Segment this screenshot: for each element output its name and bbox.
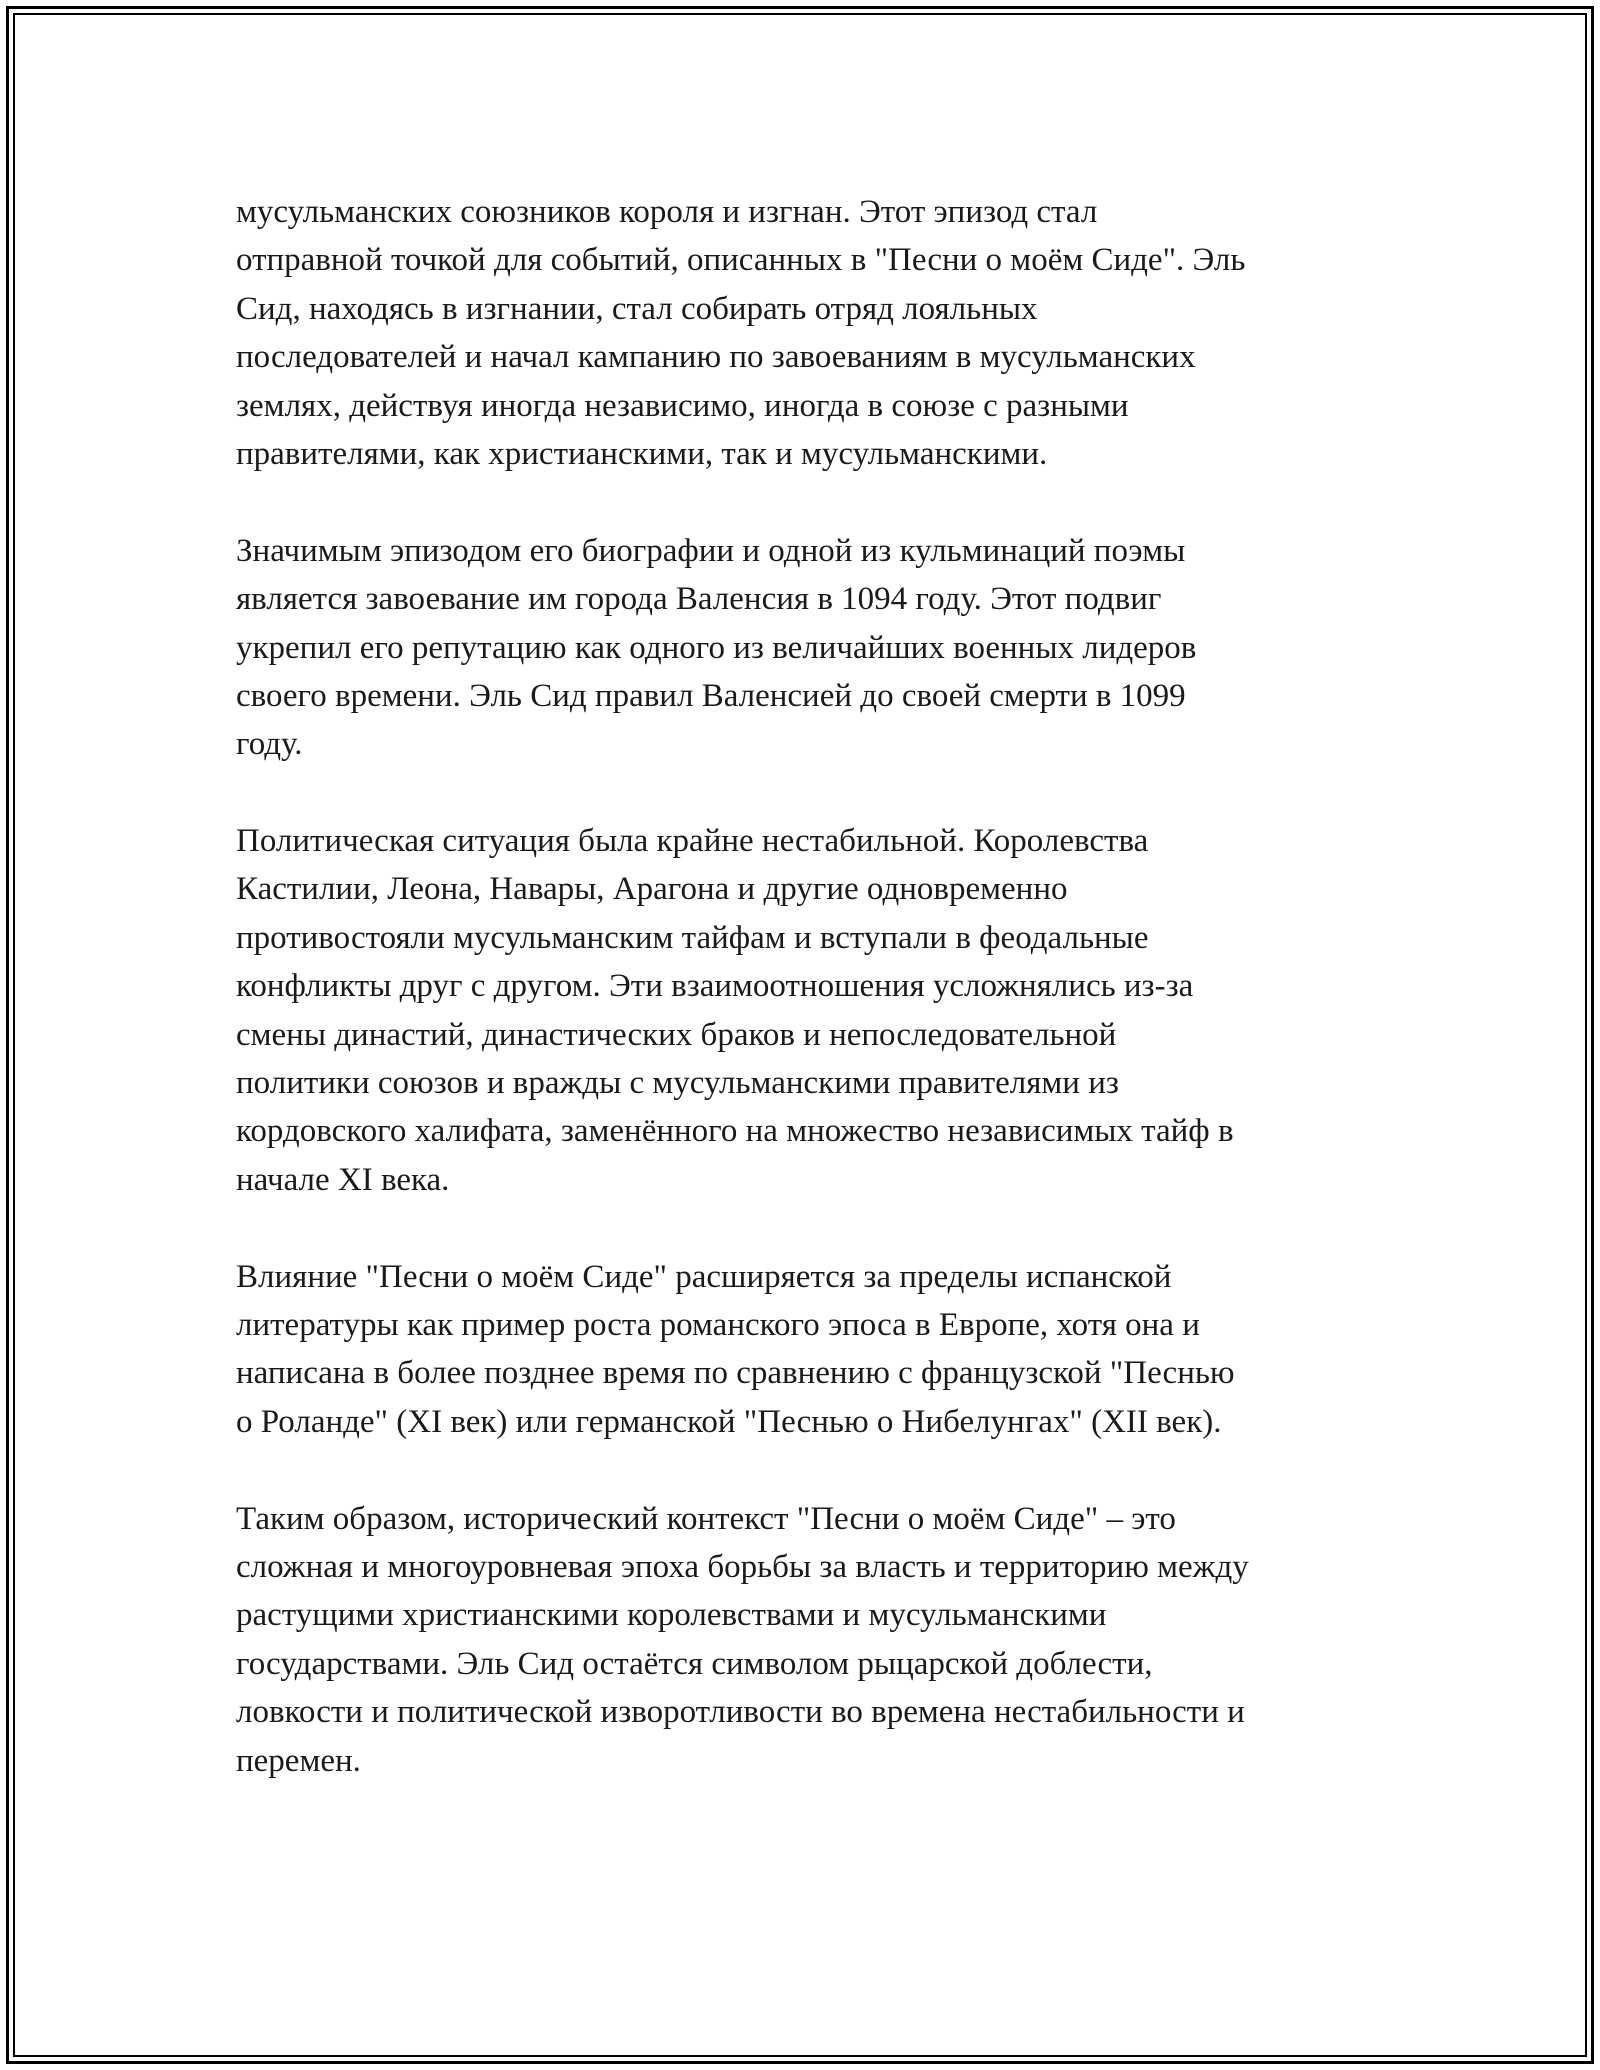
paragraph xyxy=(236,1495,1376,1785)
text-line: политики союзов и вражды с мусульманскими правителями из xyxy=(236,1065,1119,1102)
text-line: мусульманских союзников короля и изгнан. Этот эпизод стал xyxy=(236,194,1098,230)
text-line: Политическая ситуация была крайне нестабильной. Королевства xyxy=(236,823,1149,860)
text-line: растущими христианскими королевствами и мусульманскими xyxy=(236,1597,1107,1634)
paragraph xyxy=(236,527,1376,769)
text-line: укрепил его репутацию как одного из величайших военных лидеров xyxy=(236,629,1197,666)
text-line: о Роланде" (XI век) или германской "Песнью о Нибелунгах" (XII век). xyxy=(236,1403,1222,1440)
paragraph xyxy=(236,188,1376,478)
text-line: последователей и начал кампанию по завоеваниям в мусульманских xyxy=(236,339,1196,376)
text-line: является завоевание им города Валенсия в 1094 году. Этот подвиг xyxy=(236,581,1162,618)
paragraph-spacer xyxy=(236,769,1376,817)
paragraph xyxy=(236,1253,1376,1447)
text-line: Влияние "Песни о моём Сиде" расширяется за пределы испанской xyxy=(236,1258,1172,1295)
text-line: противостояли мусульманским тайфам и вступали в феодальные xyxy=(236,919,1149,956)
text-line: правителями, как христианскими, так и мусульманскими. xyxy=(236,435,1048,472)
paragraph xyxy=(236,817,1376,1204)
paragraph-spacer xyxy=(236,1204,1376,1252)
text-line: отправной точкой для событий, описанных в "Песни о моём Сиде". Эль xyxy=(236,242,1246,279)
text-line: литературы как пример роста романского эпоса в Европе, хотя она и xyxy=(236,1306,1200,1343)
text-line: своего времени. Эль Сид правил Валенсией до своей смерти в 1099 xyxy=(236,677,1186,714)
paragraph-spacer xyxy=(236,478,1376,526)
text-line: смены династий, династических браков и непоследовательной xyxy=(236,1016,1117,1053)
document-body xyxy=(236,188,1376,1785)
text-line: государствами. Эль Сид остаётся символом рыцарской доблести, xyxy=(236,1645,1153,1682)
text-line: Таким образом, исторический контекст "Песни о моём Сиде" – это xyxy=(236,1500,1176,1537)
text-line: Значимым эпизодом его биографии и одной из кульминаций поэмы xyxy=(236,532,1186,569)
text-line: ловкости и политической изворотливости во времена нестабильности и xyxy=(236,1694,1245,1731)
text-line: кордовского халифата, заменённого на множество независимых тайф в xyxy=(236,1113,1234,1150)
text-line: землях, действуя иногда независимо, иногда в союзе с разными xyxy=(236,387,1129,424)
text-line: году. xyxy=(236,726,303,763)
text-line: конфликты друг с другом. Эти взаимоотношения усложнялись из-за xyxy=(236,968,1194,1005)
paragraph-spacer xyxy=(236,1446,1376,1494)
text-line: Сид, находясь в изгнании, стал собирать отряд лояльных xyxy=(236,290,1038,327)
text-line: перемен. xyxy=(236,1742,361,1779)
text-line: написана в более позднее время по сравнению с французской "Песнью xyxy=(236,1355,1235,1392)
text-line: Кастилии, Леона, Навары, Арагона и другие одновременно xyxy=(236,871,1068,908)
text-line: сложная и многоуровневая эпоха борьбы за власть и территорию между xyxy=(236,1548,1249,1585)
text-line: начале XI века. xyxy=(236,1161,450,1198)
